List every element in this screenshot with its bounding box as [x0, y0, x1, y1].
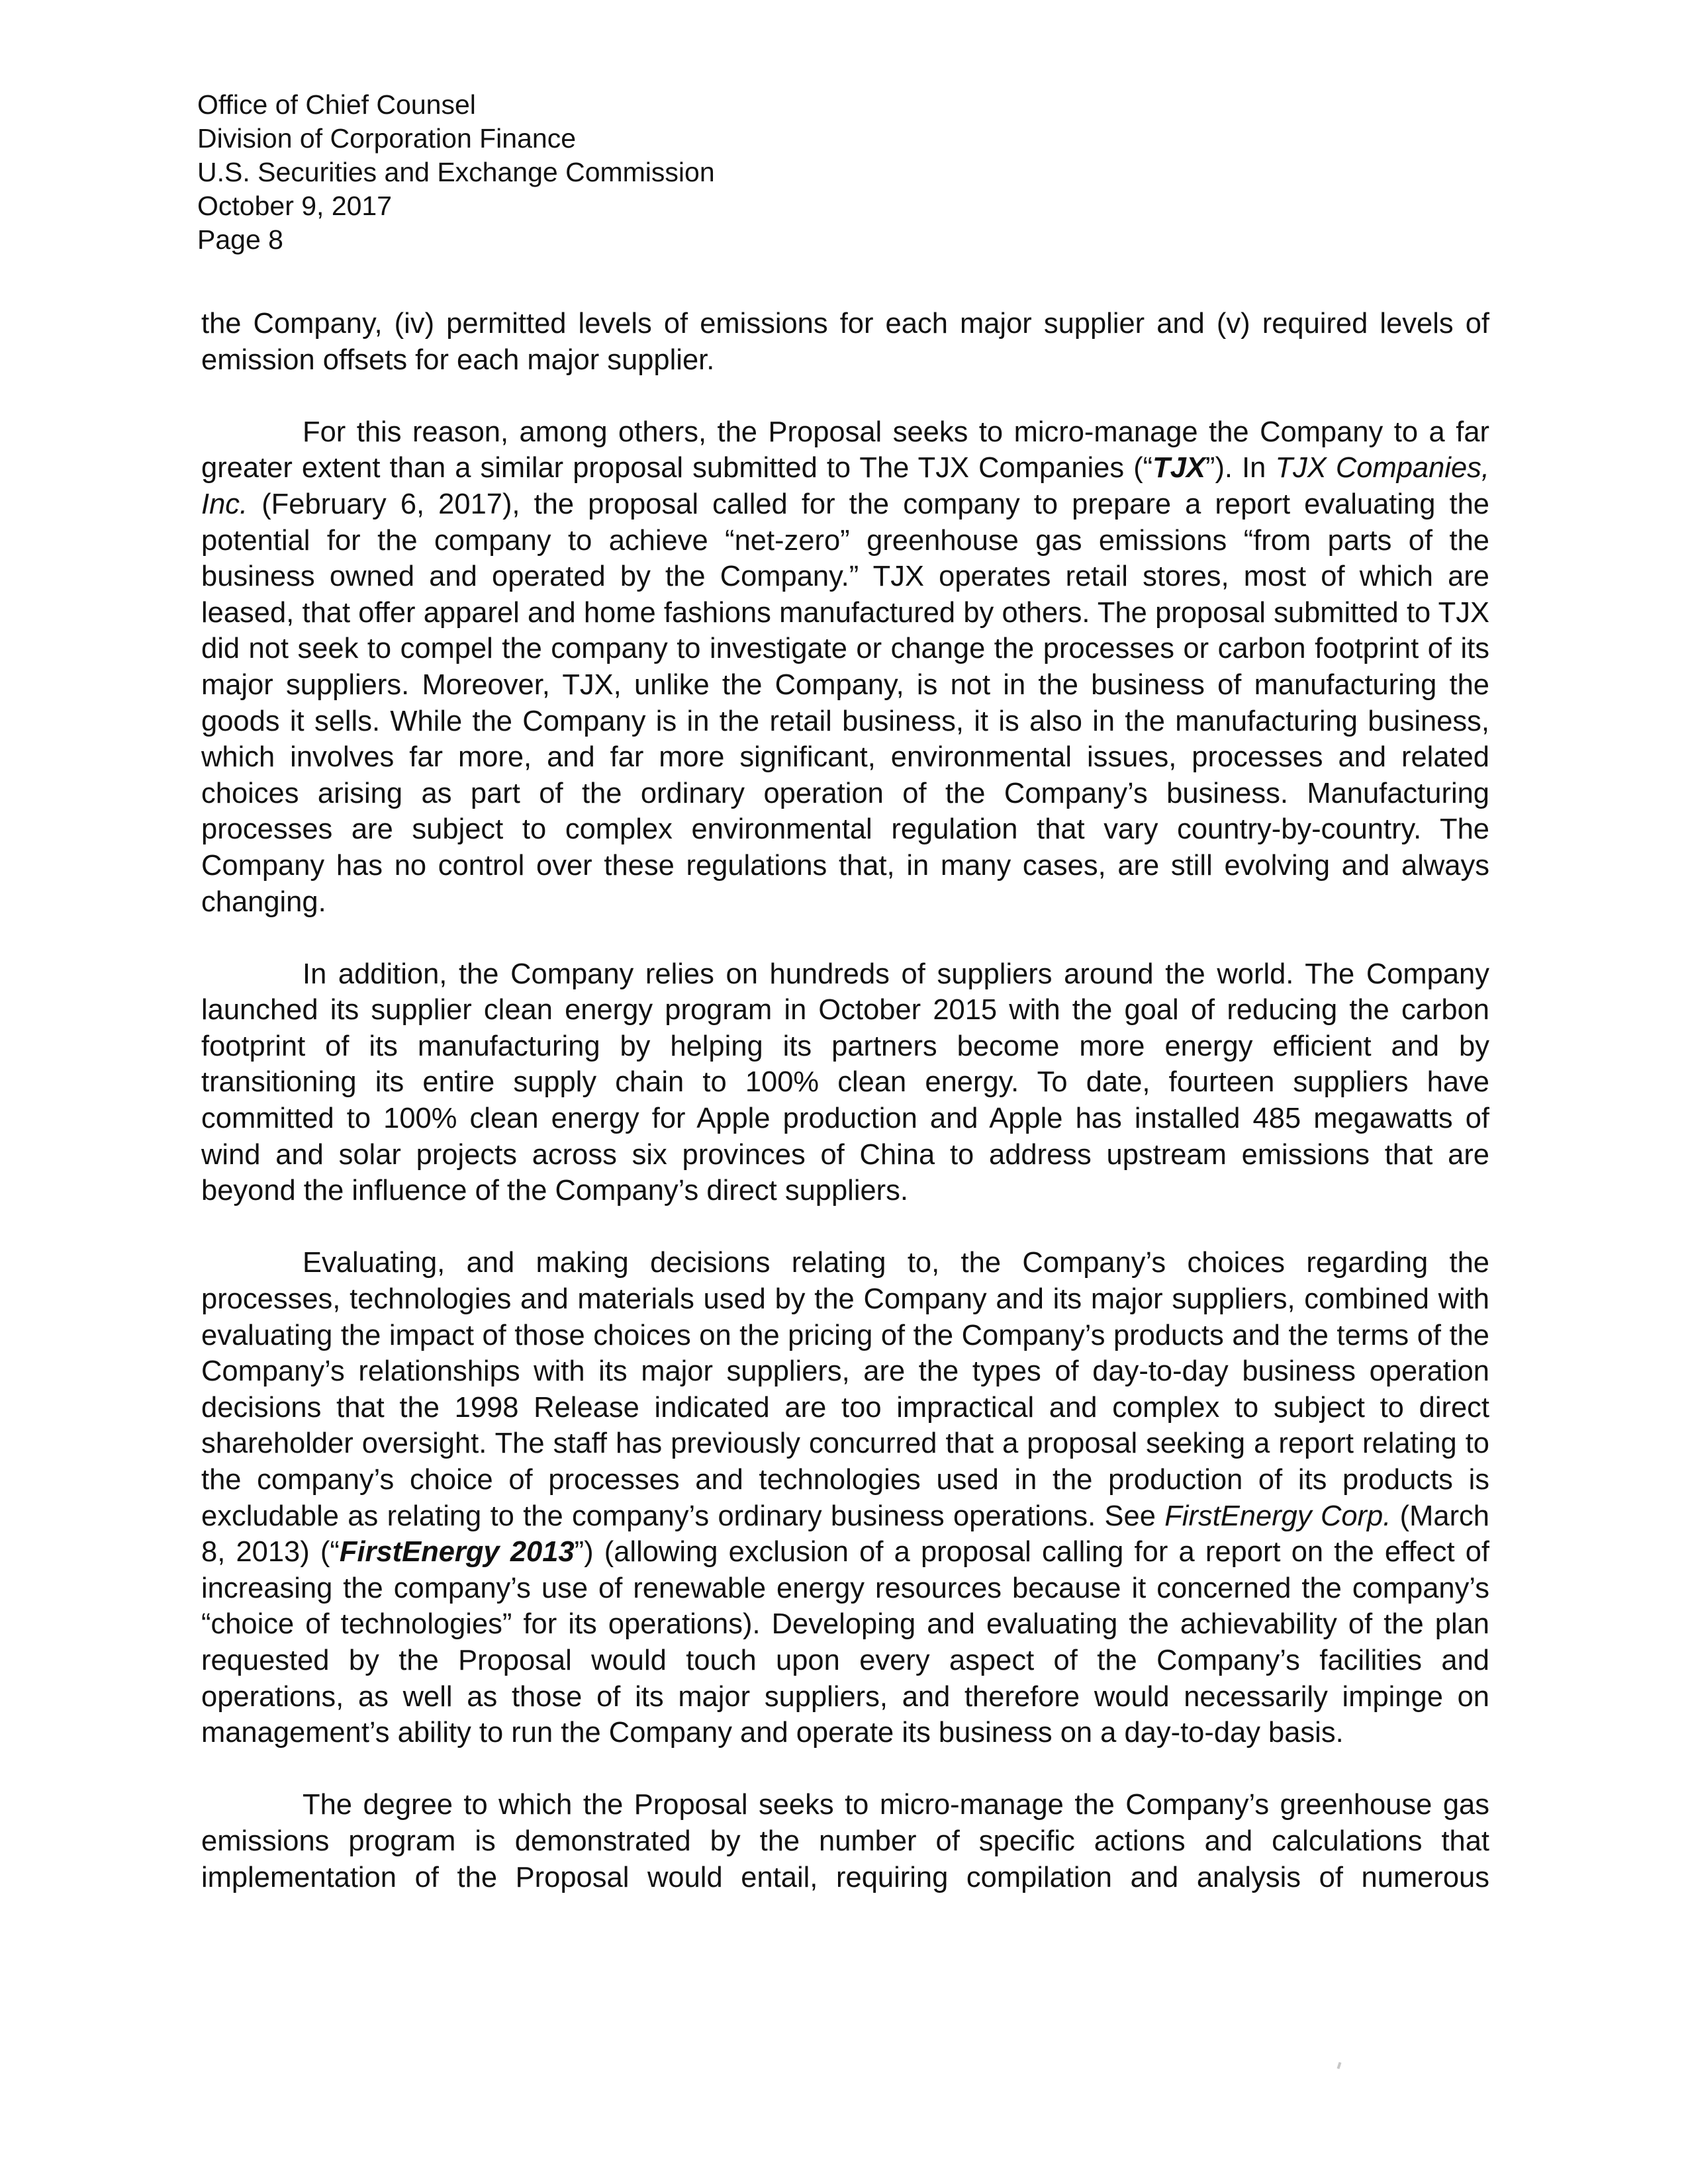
paragraph-text: ”). In	[1205, 452, 1276, 484]
paragraph-text: Evaluating, and making decisions relating to, the Company’s choices regarding the processes, technologies and materials used by the Company and its major suppliers, combined with evaluating the impact of those choices on the pricing of the Company’s products and the terms of the Company’s relationships with its major suppliers, are the types of day-to-day business operation decisions that the 1998 Release indicated are too impractical and complex to subject to direct shareholder oversight. The staff has previously concurred that a proposal seeking a report relating to the company’s choice of processes and technologies used in the production of its products is excludable as relating to the company’s ordinary business operations. See	[201, 1247, 1489, 1532]
paragraph-text: (March 8, 2013) (“	[201, 1500, 1489, 1569]
header-date: October 9, 2017	[197, 191, 393, 221]
paragraph-tjx-comparison	[201, 414, 1489, 920]
letter-body	[201, 306, 1489, 1895]
scan-speck	[1337, 2062, 1342, 2070]
defined-term-tjx: TJX	[1152, 452, 1205, 484]
header-page-number: Page 8	[197, 224, 283, 255]
header-office: Office of Chief Counsel	[197, 89, 476, 120]
paragraph-evaluating	[201, 1245, 1489, 1751]
case-citation-firstenergy: FirstEnergy Corp.	[1164, 1500, 1391, 1532]
defined-term-firstenergy-2013: FirstEnergy 2013	[339, 1536, 575, 1569]
header-commission: U.S. Securities and Exchange Commission	[197, 157, 715, 187]
header-division: Division of Corporation Finance	[197, 123, 576, 154]
case-citation-tjx: TJX Companies, Inc.	[201, 452, 1489, 520]
letter-header	[197, 88, 715, 257]
paragraph-text: ”) (allowing exclusion of a proposal calling for a report on the effect of increasing the company’s use of renewable energy resources because it concerned the company’s “choice of technologies” for its operations). Developing and evaluating the achievability of the plan requested by the Proposal would touch upon every aspect of the Company’s facilities and operations, as well as those of its major suppliers, and therefore would necessarily impinge on management’s ability to run the Company and operate its business on a day-to-day basis.	[201, 1536, 1490, 1749]
paragraph-suppliers: In addition, the Company relies on hundreds of suppliers around the world. The Company launched its supplier clean energy program in October 2015 with the goal of reducing the carbon footprint of its manufacturing by helping its partners become more energy efficient and by transitioning its entire supply chain to 100% clean energy. To date, fourteen suppliers have committed to 100% clean energy for Apple production and Apple has installed 485 megawatts of wind and solar projects across six provinces of China to address upstream emissions that are beyond the influence of the Company’s direct suppliers.	[201, 958, 1489, 1207]
paragraph-micro-manage: The degree to which the Proposal seeks to micro-manage the Company’s greenhouse gas emissions program is demonstrated by the number of specific actions and calculations that implementation of the Proposal would entail, requiring compilation and analysis of numerous	[201, 1789, 1489, 1893]
paragraph-continuation: the Company, (iv) permitted levels of emissions for each major supplier and (v) required levels of emission offsets for each major supplier.	[201, 308, 1489, 376]
paragraph-text: For this reason, among others, the Proposal seeks to micro-manage the Company to a far greater extent than a similar proposal submitted to The TJX Companies (“	[201, 416, 1489, 484]
paragraph-text: (February 6, 2017), the proposal called for the company to prepare a report evaluating the potential for the company to achieve “net-zero” greenhouse gas emissions “from parts of the business owned and operated by the Company.” TJX operates retail stores, most of which are leased, that offer apparel and home fashions manufactured by others. The proposal submitted to TJX did not seek to compel the company to investigate or change the processes or carbon footprint of its major suppliers. Moreover, TJX, unlike the Company, is not in the business of manufacturing the goods it sells. While the Company is in the retail business, it is also in the manufacturing business, which involves far more, and far more significant, environmental issues, processes and related choices arising as part of the ordinary operation of the Company’s business. Manufacturing processes are subject to complex environmental regulation that vary country-by-country. The Company has no control over these regulations that, in many cases, are still evolving and always changing.	[201, 488, 1489, 918]
